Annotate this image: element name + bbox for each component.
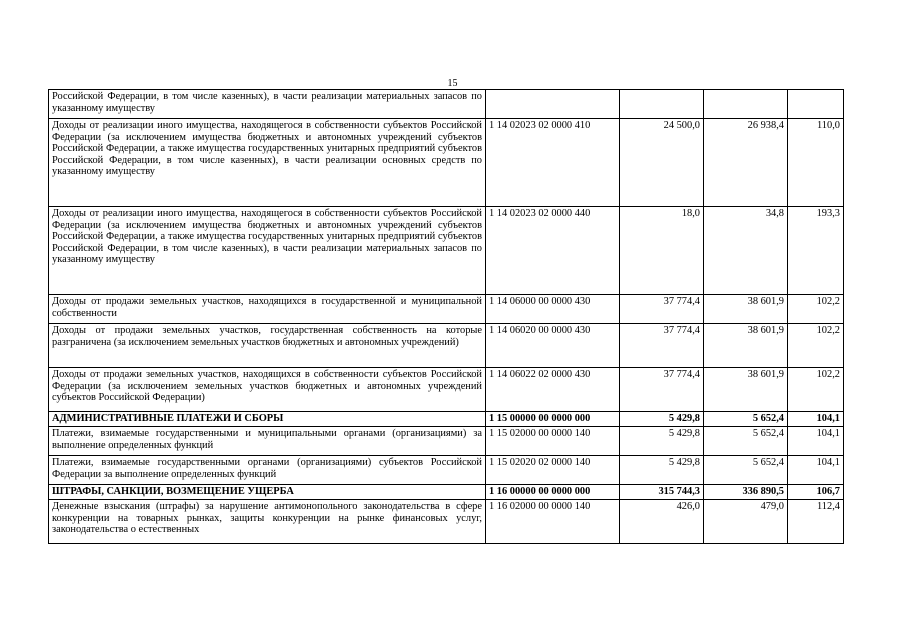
fact-value-cell: 38 601,9 xyxy=(704,368,788,412)
fact-value-cell: 26 938,4 xyxy=(704,119,788,207)
budget-code-cell: 1 14 06020 00 0000 430 xyxy=(486,324,620,368)
percent-cell: 104,1 xyxy=(788,412,844,427)
plan-value-cell: 37 774,4 xyxy=(620,324,704,368)
plan-value-cell: 24 500,0 xyxy=(620,119,704,207)
page-number: 15 xyxy=(447,78,458,89)
budget-code-cell: 1 15 02000 00 0000 140 xyxy=(486,427,620,456)
percent-cell: 104,1 xyxy=(788,427,844,456)
fact-value-cell: 5 652,4 xyxy=(704,427,788,456)
fact-value-cell: 38 601,9 xyxy=(704,324,788,368)
fact-value-cell: 336 890,5 xyxy=(704,485,788,500)
section-title-cell: ШТРАФЫ, САНКЦИИ, ВОЗМЕЩЕНИЕ УЩЕРБА xyxy=(49,485,486,500)
percent-cell: 106,7 xyxy=(788,485,844,500)
fact-value-cell: 34,8 xyxy=(704,207,788,295)
revenue-name-cell: Доходы от реализации иного имущества, находящегося в собственности субъектов Российской Федерации (за исключением имущества бюджетных и автономных учреждений субъектов Российской Федерации, а также имущества государственных унитарных предприятий субъектов Российской Федерации, в том числе казенных), в части реализации материальных запасов по указанному имуществу xyxy=(49,207,486,295)
budget-code-cell: 1 15 00000 00 0000 000 xyxy=(486,412,620,427)
table-row-section xyxy=(49,485,844,500)
plan-value-cell: 315 744,3 xyxy=(620,485,704,500)
section-title-cell: АДМИНИСТРАТИВНЫЕ ПЛАТЕЖИ И СБОРЫ xyxy=(49,412,486,427)
plan-value-cell: 37 774,4 xyxy=(620,295,704,324)
percent-cell: 193,3 xyxy=(788,207,844,295)
revenue-name-cell: Доходы от продажи земельных участков, находящихся в собственности субъектов Российской Федерации (за исключением земельных участков бюджетных и автономных учреждений субъектов Российской Федерации) xyxy=(49,368,486,412)
fact-value-cell: 479,0 xyxy=(704,500,788,544)
plan-value-cell: 5 429,8 xyxy=(620,427,704,456)
revenue-name-cell: Денежные взыскания (штрафы) за нарушение антимонопольного законодательства в сфере конкуренции на товарных рынках, защиты конкуренции на рынке финансовых услуг, законодательства о естественных xyxy=(49,500,486,544)
fact-value-cell: 5 652,4 xyxy=(704,412,788,427)
table-row xyxy=(49,207,844,295)
plan-value-cell: 37 774,4 xyxy=(620,368,704,412)
budget-code-cell: 1 14 06000 00 0000 430 xyxy=(486,295,620,324)
percent-cell: 102,2 xyxy=(788,295,844,324)
percent-cell: 112,4 xyxy=(788,500,844,544)
revenue-name-cell: Платежи, взимаемые государственными и муниципальными органами (организациями) за выполнение определенных функций xyxy=(49,427,486,456)
table-row xyxy=(49,295,844,324)
table-row xyxy=(49,324,844,368)
table-row xyxy=(49,427,844,456)
revenue-name-cell: Доходы от продажи земельных участков, находящихся в государственной и муниципальной собственности xyxy=(49,295,486,324)
revenue-name-cell: Платежи, взимаемые государственными органами (организациями) субъектов Российской Федерации за выполнение определенных функций xyxy=(49,456,486,485)
percent-cell xyxy=(788,90,844,119)
percent-cell: 110,0 xyxy=(788,119,844,207)
plan-value-cell: 18,0 xyxy=(620,207,704,295)
table-row xyxy=(49,456,844,485)
budget-code-cell: 1 14 06022 02 0000 430 xyxy=(486,368,620,412)
plan-value-cell xyxy=(620,90,704,119)
budget-code-cell: 1 16 02000 00 0000 140 xyxy=(486,500,620,544)
revenue-table-body xyxy=(49,90,844,544)
plan-value-cell: 5 429,8 xyxy=(620,412,704,427)
fact-value-cell: 38 601,9 xyxy=(704,295,788,324)
plan-value-cell: 5 429,8 xyxy=(620,456,704,485)
table-row xyxy=(49,500,844,544)
revenue-name-cell: Доходы от продажи земельных участков, государственная собственность на которые разграничена (за исключением земельных участков бюджетных и автономных учреждений) xyxy=(49,324,486,368)
revenue-table xyxy=(48,89,844,544)
table-row-section xyxy=(49,412,844,427)
budget-code-cell: 1 15 02020 02 0000 140 xyxy=(486,456,620,485)
percent-cell: 102,2 xyxy=(788,368,844,412)
revenue-name-cell: Российской Федерации, в том числе казенных), в части реализации материальных запасов по указанному имуществу xyxy=(49,90,486,119)
budget-code-cell: 1 14 02023 02 0000 440 xyxy=(486,207,620,295)
fact-value-cell xyxy=(704,90,788,119)
percent-cell: 104,1 xyxy=(788,456,844,485)
plan-value-cell: 426,0 xyxy=(620,500,704,544)
fact-value-cell: 5 652,4 xyxy=(704,456,788,485)
percent-cell: 102,2 xyxy=(788,324,844,368)
table-row xyxy=(49,368,844,412)
table-row xyxy=(49,90,844,119)
budget-code-cell xyxy=(486,90,620,119)
budget-code-cell: 1 14 02023 02 0000 410 xyxy=(486,119,620,207)
budget-code-cell: 1 16 00000 00 0000 000 xyxy=(486,485,620,500)
revenue-name-cell: Доходы от реализации иного имущества, находящегося в собственности субъектов Российской Федерации (за исключением имущества бюджетных и автономных учреждений субъектов Российской Федерации, а также имущества государственных унитарных предприятий субъектов Российской Федерации, в том числе казенных), в части реализации основных средств по указанному имуществу xyxy=(49,119,486,207)
table-row xyxy=(49,119,844,207)
